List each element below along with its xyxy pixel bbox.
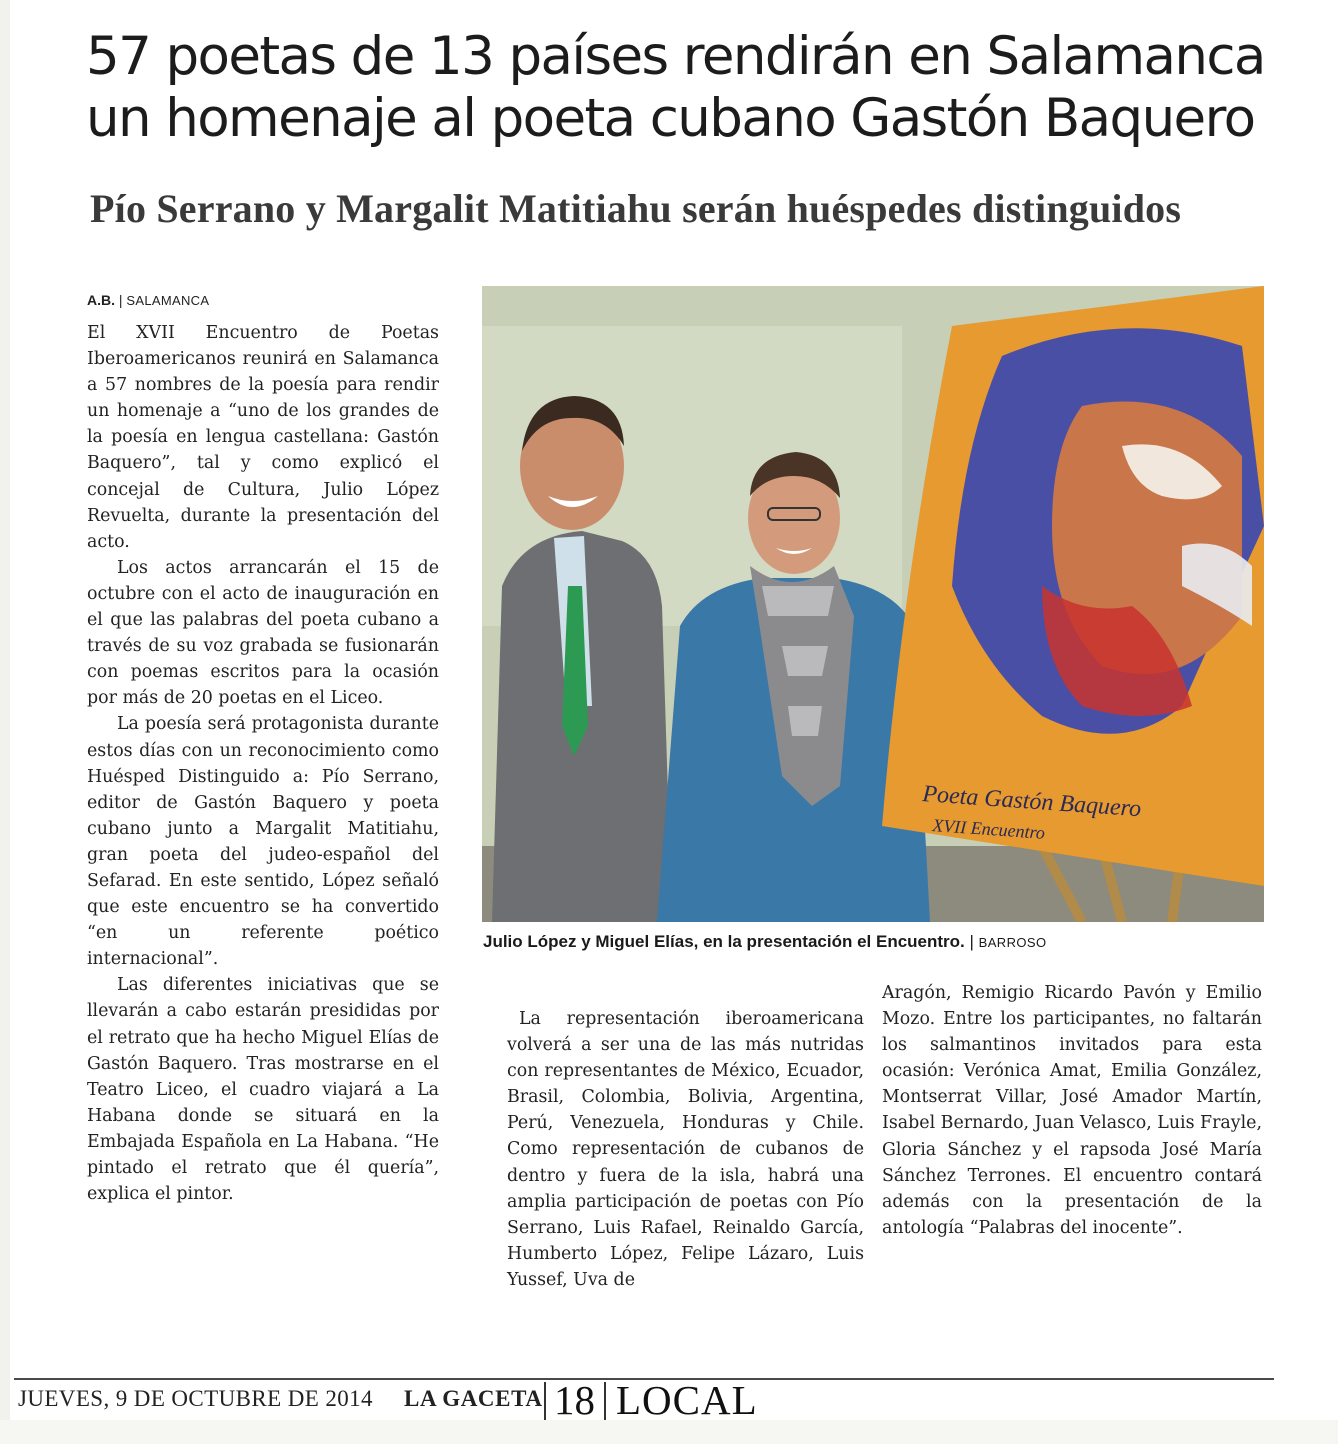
photo-caption: [483, 932, 1263, 952]
byline-separator: |: [118, 292, 127, 308]
article-photo: [482, 286, 1264, 922]
painting-inscription: Poeta Gastón Baquero: [921, 781, 1142, 823]
subheadline: Pío Serrano y Margalit Matitiahu serán huéspedes distinguidos: [90, 186, 1182, 231]
footer-separator: [544, 1382, 546, 1420]
footer-date: JUEVES, 9 DE OCTUBRE DE 2014: [18, 1386, 373, 1411]
footer-page-number: 18: [554, 1377, 595, 1423]
paragraph: Las diferentes iniciativas que se llevarán a cabo estarán presididas por el retrato que ha hecho Miguel Elías de Gastón Baquero. Tras mostrarse en el Teatro Liceo, el cuadro viajará a La Habana donde se situará en la Embajada Española en La Habana. “He pintado el retrato que él quería”, explica el pintor.: [87, 975, 439, 1205]
caption-separator: |: [969, 932, 979, 951]
byline-author: A.B.: [87, 292, 115, 308]
footer-newspaper-name: LA GACETA: [404, 1386, 543, 1411]
article-column-3: [882, 980, 1262, 1241]
byline-place: SALAMANCA: [126, 293, 210, 308]
painting-inscription: XVII Encuentro: [931, 815, 1046, 843]
paragraph: La representación iberoamericana volverá a ser una de las más nutridas con representantes de México, Ecuador, Brasil, Colombia, Bolivia, Argentina, Perú, Venezuela, Honduras y Chile. Como representación de cubanos de dentro y fuera de la isla, habrá una amplia participación de poetas con Pío Serrano, Luis Rafael, Reinaldo García, Humberto López, Felipe Lázaro, Luis Yussef, Uva de: [507, 1009, 864, 1290]
page-edge: [0, 0, 10, 1444]
headline-line-2: un homenaje al poeta cubano Gastón Baquero: [86, 88, 1255, 149]
paragraph: Aragón, Remigio Ricardo Pavón y Emilio Mozo. Entre los participantes, no faltarán los salmantinos invitados para esta ocasión: Verónica Amat, Emilia González, Montserrat Villar, José Amador Martín, Isabel Bernardo, Juan Velasco, Luis Frayle, Gloria Sánchez y el rapsoda José María Sánchez Terrones. El encuentro contará además con la presentación de la antología “Palabras del inocente”.: [882, 983, 1262, 1238]
paragraph: La poesía será protagonista durante estos días con un reconocimiento como Huésped Distinguido a: Pío Serrano, editor de Gastón Baquero y poeta cubano junto a Margalit Matitiahu, gran poeta del judeo-español del Sefarad. En este sentido, López señaló que este encuentro se ha convertido “en un referente poético internacional”.: [87, 714, 439, 970]
photo-credit: BARROSO: [978, 935, 1047, 950]
headline-line-1: 57 poetas de 13 países rendirán en Salamanca: [86, 26, 1265, 87]
photo-illustration: [482, 286, 1264, 922]
footer-separator: [604, 1382, 606, 1420]
caption-text: Julio López y Miguel Elías, en la presentación el Encuentro.: [483, 932, 965, 951]
headline: [86, 26, 1276, 150]
article-column-2: [507, 1006, 864, 1293]
article-column-1: [87, 320, 439, 1207]
paragraph: El XVII Encuentro de Poetas Iberoamericanos reunirá en Salamanca a 57 nombres de la poesía para rendir un homenaje a “uno de los grandes de la poesía en lengua castellana: Gastón Baquero”, tal y como explicó el concejal de Cultura, Julio López Revuelta, durante la presentación del acto.: [87, 323, 439, 552]
byline: [87, 292, 209, 308]
paragraph: Los actos arrancarán el 15 de octubre con el acto de inauguración en el que las palabras del poeta cubano a través de su voz grabada se fusionarán con poemas escritos para la ocasión por más de 20 poetas en el Liceo.: [87, 557, 439, 709]
footer-section-name: LOCAL: [616, 1377, 758, 1423]
